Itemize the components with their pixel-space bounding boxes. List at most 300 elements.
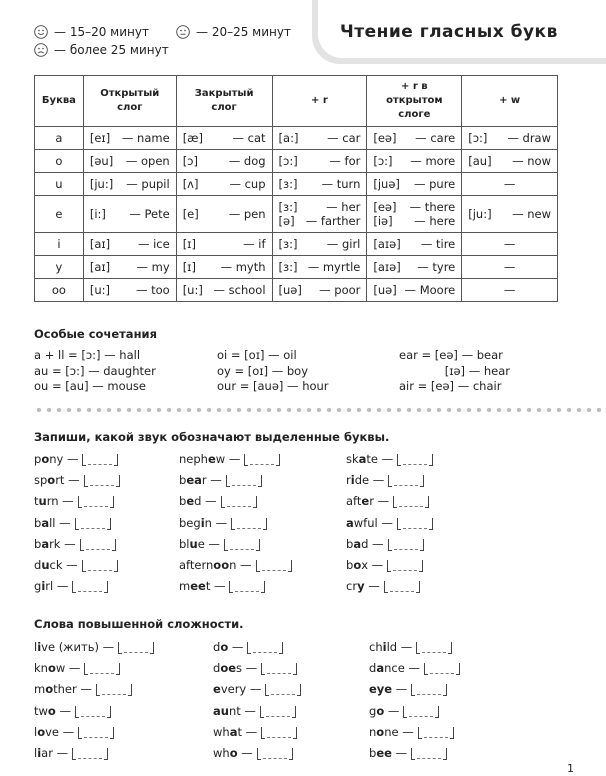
highlighted-letters: ee [376,746,392,760]
table-cell [367,196,462,233]
cell-word: — tyre [417,260,456,274]
highlighted-letters: ea [186,473,202,488]
table-cell-line [373,283,455,297]
answer-blank[interactable] [78,728,114,738]
highlighted-letters: i [37,640,42,654]
answer-blank[interactable] [229,582,265,592]
answer-blank[interactable] [75,707,111,717]
word-part: m [34,682,46,697]
cell-transcription: [aɪ] [89,237,111,251]
table-cell-line [373,214,455,228]
table-cell-line [373,177,455,191]
exercise-item [213,682,301,696]
combo-line: air = [eə] — chair [399,379,502,393]
answer-blank[interactable] [418,728,454,738]
highlighted-letters: oe [220,661,237,676]
table-cell: — [462,256,558,279]
answer-blank[interactable] [384,582,420,592]
exercise-item [369,640,452,654]
cell-transcription: [ɔ:] [278,154,298,168]
word-part: neph [179,452,208,466]
word-part: n — [204,515,228,530]
highlighted-letters: a [358,452,367,466]
highlighted-letters: a [376,661,385,676]
cell-word: — here [414,214,456,228]
table-cell-line [373,131,455,145]
cell-transcription: [eɪ] [89,131,111,145]
word-part: l [34,724,38,739]
word-part: n — [229,558,252,572]
word-part: d [213,640,221,654]
word-part: cr [346,579,358,594]
answer-blank[interactable] [257,749,293,759]
dotted-divider [34,407,606,413]
cell-transcription: [əu] [89,154,114,168]
word-part: — [228,640,244,654]
table-cell-line [183,154,266,168]
cell-word: — myth [220,260,266,274]
highlighted-letters: o [37,724,46,739]
combo-line: our = [auə] — hour [217,379,329,393]
exercise-item [369,725,454,739]
legend-item [176,25,291,39]
table-cell [83,256,176,279]
word-part: kn [34,661,48,676]
cell-transcription: [aɪə] [373,237,401,251]
answer-blank[interactable] [265,685,301,695]
table-cell-line [279,214,361,228]
word-part: d — [361,536,384,551]
word-part: t [34,494,39,509]
word-part: — [55,703,71,718]
highlighted-letters: i [200,515,205,530]
cell-word: — myrtle [307,260,361,274]
cell-transcription: [i:] [89,207,106,221]
word-part: ar — [41,746,69,760]
word-part: w — [215,452,241,466]
exercise-item [213,725,297,739]
answer-blank[interactable] [96,685,132,695]
table-cell [367,150,462,173]
answer-blank[interactable] [75,519,111,529]
word-part: b [179,494,187,509]
word-part: sk [346,452,359,466]
cell-transcription: [ɪ] [182,260,196,274]
word-part: nt — [228,703,256,718]
answer-blank[interactable] [231,519,267,529]
table-cell [83,233,176,256]
table-cell-line [183,283,266,297]
cell-word: — farther [305,214,361,228]
combo-line: a + ll = [ɔ:] — hall [34,348,141,362]
table-cell-line [183,207,266,221]
table-cell-line [279,131,361,145]
table-cell-line [183,260,266,274]
word-part: g [34,579,42,594]
table-row [35,233,558,256]
word-part: tw [34,703,48,718]
table-cell-letter: a [35,127,84,150]
highlighted-letters: a [353,536,362,551]
combo-column-2 [217,348,329,395]
table-row [35,279,558,302]
answer-blank[interactable] [411,685,447,695]
cell-word: — pen [228,207,266,221]
highlighted-letters: u [38,494,47,509]
word-part: ne — [384,724,414,739]
table-cell-line [279,177,361,191]
answer-blank[interactable] [72,582,108,592]
cell-transcription: [e] [182,207,199,221]
cell-word: — cat [232,131,266,145]
table-cell-line [90,283,170,297]
word-part: beg [179,515,201,530]
exercise-item [34,473,120,487]
cell-word: — draw [507,131,551,145]
highlighted-letters: a [346,515,354,530]
table-cell [462,196,558,233]
cell-transcription: [aɪə] [373,260,401,274]
exercise-item [34,516,111,530]
table-cell-line [279,154,361,168]
combo-line: ear = [eə] — bear [399,348,503,362]
table-cell-line [90,131,170,145]
table-cell [367,233,462,256]
table-cell-line [90,154,170,168]
cell-word: — open [125,154,170,168]
word-part: — [364,579,380,594]
cell-word: — for [329,154,361,168]
table-cell [176,233,272,256]
cell-word: — name [121,131,170,145]
highlighted-letters: o [229,746,238,760]
exercise-item [213,704,296,718]
word-part: wh [213,746,230,760]
exercise-item [179,537,260,551]
word-part: r — [201,473,222,488]
word-part: t — [205,579,226,594]
highlighted-letters: e [213,682,221,697]
table-row [35,173,558,196]
answer-blank[interactable] [84,664,120,674]
highlighted-letters: i [350,473,355,488]
word-part: ny — [49,452,79,466]
answer-blank[interactable] [82,455,118,465]
table-cell [272,196,367,233]
answer-blank[interactable] [78,497,114,507]
answer-blank[interactable] [424,664,460,674]
table-cell [83,150,176,173]
word-part: ve (жить) — [41,640,115,654]
word-part: — [237,746,253,760]
table-cell: — [462,279,558,302]
combo-line: oy = [oɪ] — boy [217,363,309,378]
table-cell-line [183,237,266,251]
exercise-item [369,661,460,675]
answer-blank[interactable] [256,561,292,571]
highlighted-letters: o [353,558,362,572]
word-part: g [369,703,377,718]
table-header: + w [462,76,558,127]
cell-transcription: [juə] [373,177,400,191]
table-cell [83,173,176,196]
word-part: d [34,558,42,572]
table-row [35,150,558,173]
word-part: wh [213,724,230,739]
table-cell [176,256,272,279]
cell-word: — there [409,200,456,214]
answer-blank[interactable] [261,728,297,738]
answer-blank[interactable] [82,561,118,571]
table-cell [176,173,272,196]
table-cell-line [90,207,170,221]
combo-line: [ɪə] — hear [444,363,510,378]
legend-text: — 15–20 минут [54,25,149,39]
table-cell-line [90,260,170,274]
highlighted-letters: i [382,640,387,654]
word-part: m [179,579,191,594]
cell-transcription: [æ] [182,131,203,145]
cell-transcription: [aɪ] [89,260,111,274]
answer-blank[interactable] [397,455,433,465]
word-part: n [369,724,377,739]
table-row [35,127,558,150]
table-cell-line [279,283,361,297]
cell-word: — ice [137,237,170,251]
table-cell-line [183,131,266,145]
answer-blank[interactable] [226,476,262,486]
word-part: rl — [45,579,69,594]
table-cell-line [90,177,170,191]
legend-item [34,25,149,39]
table-cell [176,196,272,233]
highlighted-letters: u [189,536,198,551]
table-cell-line [468,207,551,221]
highlighted-letters: i [37,746,42,760]
neutral-face-icon [176,25,190,39]
cell-word: — poor [319,283,361,297]
word-part: bl [179,536,190,551]
word-part: rn — [46,494,74,509]
answer-blank[interactable] [261,664,297,674]
exercise-item [34,682,132,696]
exercise-item [346,494,429,508]
combo-line: ou = [au] — mouse [34,379,146,393]
cell-transcription: [ɪ] [182,237,196,251]
table-row [35,196,558,233]
cell-word: — school [213,283,266,297]
exercise-item [179,558,292,572]
combo-column-3 [399,348,510,395]
special-combinations-title: Особые сочетания [34,327,157,341]
combo-line: au = [ɔ:] — daughter [34,363,156,378]
exercise-item [34,494,114,508]
table-cell-letter: e [35,196,84,233]
highlighted-letters: o [220,640,229,654]
highlighted-letters: a [41,536,50,551]
exercise-item [179,473,262,487]
word-part: ld — [386,640,413,654]
exercise-item [34,661,120,675]
table-cell [83,279,176,302]
word-part: de — [354,473,385,488]
answer-blank[interactable] [118,643,154,653]
exercise-item [346,473,424,487]
table-cell [272,279,367,302]
cell-transcription: [ɔ] [182,154,198,168]
word-part: b [34,515,42,530]
page-number: 1 [567,762,574,775]
word-part: nce — [384,661,420,676]
exercise-item [34,746,108,760]
highlighted-letters: y [357,579,365,594]
table-cell [272,256,367,279]
cell-word: — new [512,207,551,221]
cell-transcription: [ɜ:] [278,177,298,191]
cell-word: — Pete [129,207,170,221]
highlighted-letters: eye [369,682,393,697]
highlighted-letters: o [41,452,50,466]
cell-word: — pure [413,177,456,191]
table-cell [367,127,462,150]
cell-transcription: [ɜ:] [278,260,298,274]
highlighted-letters: a [41,515,50,530]
answer-blank[interactable] [403,707,439,717]
cell-transcription: [uə] [278,283,302,297]
highlighted-letters: i [41,579,46,594]
table-header: + r [272,76,367,127]
word-part: s — [236,661,258,676]
exercise-2-title: Слова повышенной сложности. [34,617,244,631]
table-cell: — [462,173,558,196]
highlighted-letters: o [45,682,54,697]
answer-blank[interactable] [221,497,257,507]
word-part: te — [366,452,394,466]
answer-blank[interactable] [244,455,280,465]
cell-transcription: [iə] [373,214,393,228]
table-cell-line [373,260,455,274]
table-cell-line [373,200,455,214]
cell-transcription: [ɔ:] [468,131,488,145]
cell-transcription: [eə] [373,200,397,214]
exercise-item [179,494,257,508]
answer-blank[interactable] [80,540,116,550]
cell-word: — girl [326,237,361,251]
highlighted-letters: e [186,494,195,509]
word-part: d — [194,494,217,509]
cell-transcription: [ʌ] [182,177,199,191]
word-part: e — [197,536,220,551]
word-part: b [179,473,187,488]
exercise-item [179,516,267,530]
answer-blank[interactable] [387,561,423,571]
table-cell [272,127,367,150]
highlighted-letters: o [47,473,56,488]
word-part: d [213,661,221,676]
combo-line: oi = [oɪ] — oil [217,348,297,362]
table-cell-line [373,237,455,251]
answer-blank[interactable] [247,643,283,653]
answer-blank[interactable] [397,519,433,529]
word-part: aftern [179,558,214,572]
table-cell [462,127,558,150]
table-header: Буква [35,76,84,127]
highlighted-letters: ee [190,579,206,594]
table-cell [176,279,272,302]
table-header: Закрытый слог [176,76,272,127]
exercise-item [179,579,265,593]
cell-transcription: [ɔ:] [373,154,393,168]
cell-word: — now [512,154,551,168]
answer-blank[interactable] [72,749,108,759]
table-cell [367,256,462,279]
word-part: ch [369,640,383,654]
cell-word: — dog [228,154,266,168]
cell-word: — tire [420,237,456,251]
answer-blank[interactable] [388,476,424,486]
highlighted-letters: u [41,558,50,572]
sad-face-icon [34,43,48,57]
table-cell-letter: oo [35,279,84,302]
exercise-item [346,516,433,530]
exercise-item [213,746,293,760]
answer-blank[interactable] [224,540,260,550]
word-part: r — [369,494,390,509]
table-cell-line [279,200,361,214]
exercise-1-title: Запиши, какой звук обозначают выделенные буквы. [34,430,390,444]
table-cell [83,127,176,150]
table-cell-line [279,237,361,251]
word-part: rk — [49,536,76,551]
cell-word: — her [326,200,361,214]
word-part: w — [55,661,81,676]
exercise-item [213,661,297,675]
table-cell-letter: y [35,256,84,279]
table-cell-line [468,154,551,168]
answer-blank[interactable] [388,540,424,550]
table-cell-line [90,237,170,251]
exercise-item [34,725,114,739]
table-cell [176,150,272,173]
cell-word: — cup [229,177,266,191]
table-header: + r в открытом слоге [367,76,462,127]
exercise-item [34,452,118,466]
cell-transcription: [ɜ:] [278,200,298,214]
answer-blank[interactable] [84,476,120,486]
answer-blank[interactable] [416,643,452,653]
table-cell-letter: i [35,233,84,256]
answer-blank[interactable] [393,497,429,507]
word-part: r [346,473,351,488]
word-part: t — [237,724,258,739]
highlighted-letters: au [213,703,229,718]
answer-blank[interactable] [411,749,447,759]
word-part: p [34,452,42,466]
cell-word: — care [415,131,456,145]
table-cell [462,150,558,173]
cell-transcription: [uə] [373,283,397,297]
exercise-item [369,704,439,718]
table-header: Открытый слог [83,76,176,127]
word-part: b [346,558,354,572]
cell-transcription: [eə] [373,131,397,145]
table-cell-line [183,177,266,191]
cell-word: — pupil [126,177,170,191]
highlighted-letters: o [47,703,56,718]
word-part: ck — [49,558,78,572]
answer-blank[interactable] [260,707,296,717]
cell-word: — if [243,237,266,251]
